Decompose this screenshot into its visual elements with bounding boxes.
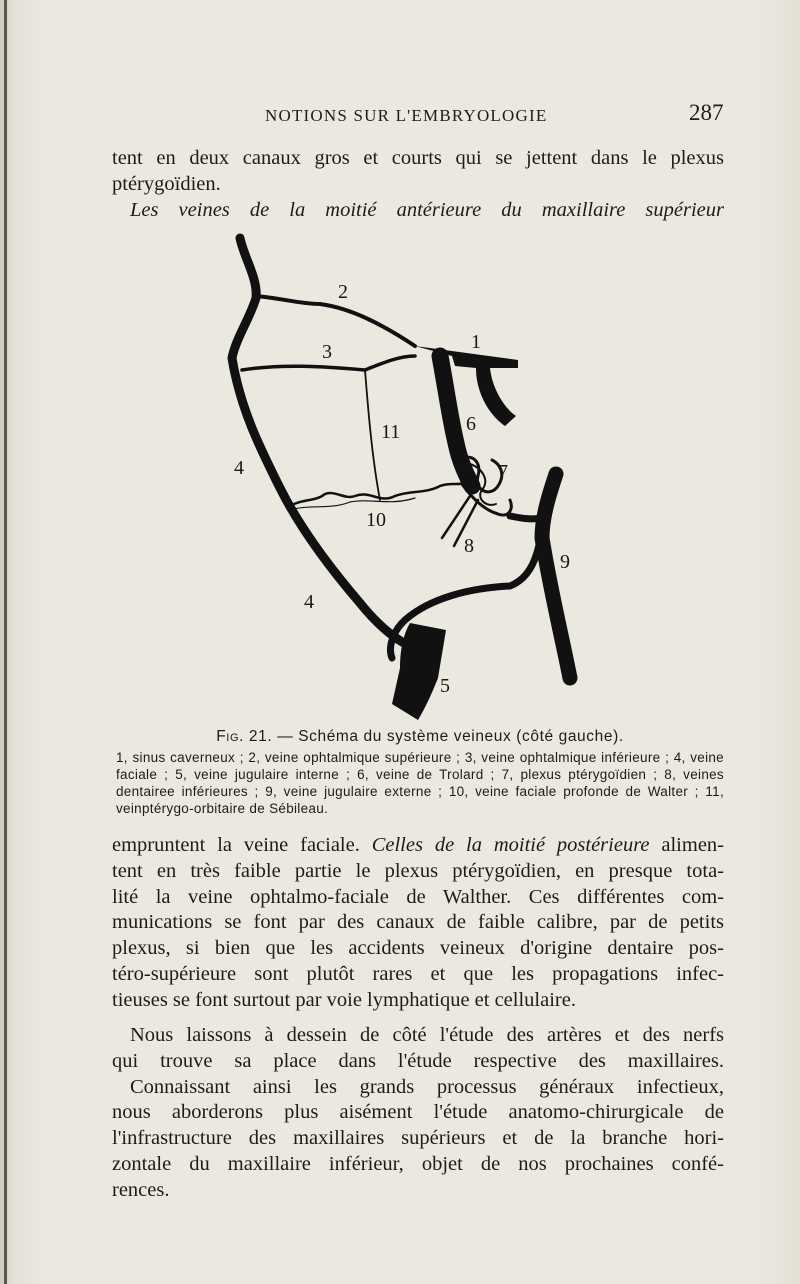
label-10: 10 bbox=[366, 509, 386, 531]
text-line: plexus, si bien que les accidents veineux d'origine dentaire pos- bbox=[112, 937, 724, 960]
page-number: 287 bbox=[689, 100, 724, 125]
label-4-upper: 4 bbox=[234, 457, 244, 479]
intro-paragraph bbox=[112, 146, 724, 223]
text-line: Connaissant ainsi les grands processus généraux infectieux, bbox=[130, 1075, 724, 1098]
text-line: tent en très faible partie le plexus ptérygoïdien, en presque tota- bbox=[112, 859, 724, 882]
text-line: lité la veine ophtalmo-faciale de Walther. Ces différentes com- bbox=[112, 885, 724, 908]
text-line: zontale du maxillaire inférieur, objet de nos prochaines confé- bbox=[112, 1152, 724, 1175]
label-7: 7 bbox=[498, 461, 508, 483]
book-spine-edge bbox=[4, 0, 7, 1284]
text-line: munications se font par des canaux de faible calibre, par de petits bbox=[112, 911, 724, 934]
label-11: 11 bbox=[381, 421, 401, 443]
facial-vein bbox=[232, 238, 415, 648]
body-paragraph-1 bbox=[112, 833, 724, 1014]
page-header bbox=[0, 100, 800, 128]
text-line: tent en deux canaux gros et courts qui se jettent dans le plexus bbox=[112, 147, 724, 169]
text-line: rences. bbox=[112, 1178, 170, 1201]
label-3: 3 bbox=[322, 341, 332, 363]
body-paragraph-2 bbox=[112, 1023, 724, 1204]
venous-system-diagram bbox=[220, 228, 590, 723]
text-line: empruntent la veine faciale. Celles de la moitié postérieure alimen- bbox=[112, 834, 725, 856]
text-line: ptérygoïdien. bbox=[112, 172, 221, 195]
label-5: 5 bbox=[440, 675, 450, 697]
figure-label: Fig. 21. bbox=[216, 728, 273, 745]
caption-title-text: — Schéma du système veineux (côté gauche). bbox=[272, 728, 624, 745]
label-9: 9 bbox=[560, 551, 570, 573]
text-line: Nous laissons à dessein de côté l'étude des artères et des nerfs bbox=[130, 1024, 724, 1046]
text-line: Les veines de la moitié antérieure du maxillaire supérieur bbox=[130, 198, 724, 221]
text-line: téro-supérieure sont plutôt rares et que les propagations infec- bbox=[112, 962, 724, 985]
text-line: nous aborderons plus aisément l'étude anatomo-chirurgicale de bbox=[112, 1101, 724, 1124]
superior-ophthalmic-vein bbox=[256, 296, 415, 346]
caption-legend: 1, sinus caverneux ; 2, veine ophtalmique supérieure ; 3, veine ophtalmique inférieure ; 4, veine faciale ; 5, veine jugulaire interne ; 6, veine de Trolard ; 7, plexus ptérygoïdien ; 8, veines dentairee inférieures ; 9, veine jugulaire externe ; 10, veine faciale profonde de Walter ; 11, veinptérygo-orbitaire de Sébileau. bbox=[116, 750, 724, 816]
external-jugular-vein bbox=[542, 474, 570, 678]
label-6: 6 bbox=[466, 413, 476, 435]
caption-title bbox=[116, 728, 724, 746]
pterygo-orbital-vein bbox=[365, 370, 380, 500]
label-2: 2 bbox=[338, 281, 348, 303]
text-line: tieuses se font surtout par voie lymphatique et cellulaire. bbox=[112, 988, 576, 1011]
text-line: l'infrastructure des maxillaires supérieurs et de la branche hori- bbox=[112, 1127, 724, 1150]
label-8: 8 bbox=[464, 535, 474, 557]
running-title: NOTIONS SUR L'EMBRYOLOGIE bbox=[265, 106, 548, 125]
text-line: qui trouve sa place dans l'étude respective des maxillaires. bbox=[112, 1049, 724, 1072]
figure-caption bbox=[116, 728, 724, 817]
label-4-lower: 4 bbox=[304, 591, 314, 613]
label-1: 1 bbox=[471, 331, 481, 353]
